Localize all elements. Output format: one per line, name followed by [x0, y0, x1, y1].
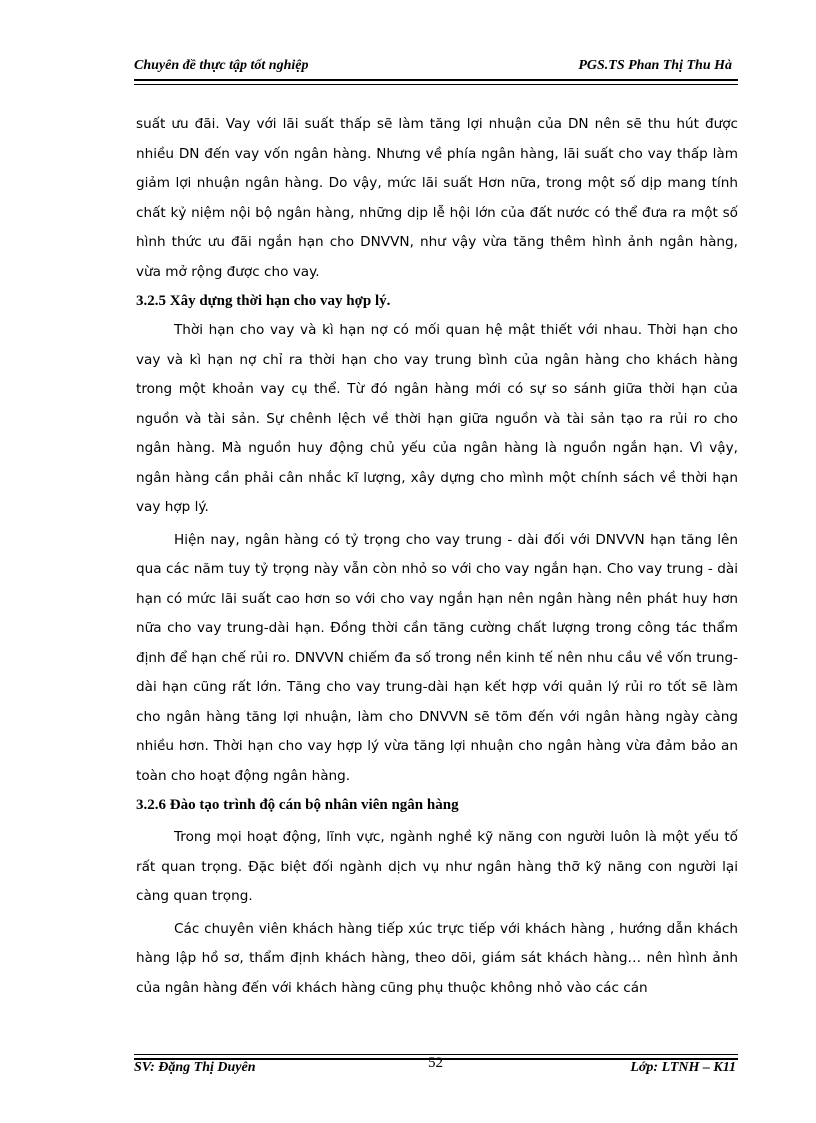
header-supervisor: PGS.TS Phan Thị Thu Hà	[578, 58, 732, 73]
paragraph-3-2-6-1: Trong mọi hoạt động, lĩnh vực, ngành nghề kỹ năng con người luôn là một yếu tố rất quan trọng. Đặc biệt đối ngành dịch vụ như ngân hàng thỡ kỹ năng con người lại càng quan trọng.	[136, 829, 738, 904]
paragraph-3-2-5-1: Thời hạn cho vay và kì hạn nợ có mối quan hệ mật thiết với nhau. Thời hạn cho vay và kì hạn nợ chỉ ra thời hạn cho vay trung bình của ngân hàng cho khách hàng trong một khoản vay cụ thể. Từ đó ngân hàng mới có sự so sánh giữa thời hạn của nguồn và tài sản. Sự chênh lệch về thời hạn giữa nguồn và tài sản tạo ra rủi ro cho ngân hàng. Mà nguồn huy động chủ yếu của ngân hàng là nguồn ngắn hạn. Vì vậy, ngân hàng cần phải cân nhắc kĩ lượng, xây dựng cho mình một chính sách về thời hạn vay hợp lý.	[136, 322, 738, 515]
section-heading-3-2-6: 3.2.6 Đào tạo trình độ cán bộ nhân viên ngân hàng	[136, 797, 459, 813]
footer-class: Lớp: LTNH – K11	[630, 1060, 736, 1075]
paragraph-3-2-6-2: Các chuyên viên khách hàng tiếp xúc trực tiếp với khách hàng , hướng dẫn khách hàng lập hồ sơ, thẩm định khách hàng, theo dõi, giám sát khách hàng… nên hình ảnh của ngân hàng đến với khách hàng cũng phụ thuộc không nhỏ vào các cán	[136, 920, 738, 996]
paragraph-intro: suất ưu đãi. Vay với lãi suất thấp sẽ làm tăng lợi nhuận của DN nên sẽ thu hút được nhiều DN đến vay vốn ngân hàng. Nhưng về phía ngân hàng, lãi suất cho vay thấp làm giảm lợi nhuận ngân hàng. Do vậy, mức lãi suất Hơn nữa, trong một số dịp mang tính chất kỷ niệm nội bộ ngân hàng, những dịp lễ hội lớn của đất nước có thể đưa ra một số hình thức ưu đãi ngắn hạn cho DNVVN, như vậy vừa tăng thêm hình ảnh ngân hàng, vừa mở rộng được cho vay.	[136, 116, 738, 280]
section-heading-3-2-5: 3.2.5 Xây dựng thời hạn cho vay hợp lý.	[136, 293, 391, 309]
header-rule-thick	[134, 79, 738, 81]
header-document-title: Chuyên đề thực tập tốt nghiệp	[134, 58, 309, 73]
footer-student-name: SV: Đặng Thị Duyên	[134, 1060, 256, 1075]
page-header	[134, 58, 738, 80]
page-number: 52	[428, 1055, 443, 1071]
header-rule-thin	[134, 84, 738, 85]
page-body	[136, 110, 738, 1003]
paragraph-3-2-5-2: Hiện nay, ngân hàng có tỷ trọng cho vay trung - dài đối với DNVVN hạn tăng lên qua các năm tuy tỷ trọng này vẫn còn nhỏ so với cho vay ngắn hạn. Cho vay trung - dài hạn có mức lãi suất cao hơn so với cho vay ngắn hạn nên ngân hàng nên phát huy hơn nữa cho vay trung-dài hạn. Đồng thời cần tăng cường chất lượng trong công tác thẩm định để hạn chế rủi ro. DNVVN chiếm đa số trong nền kinh tế nên nhu cầu về vốn trung-dài hạn cũng rất lớn. Tăng cho vay trung-dài hạn kết hợp với quản lý rủi ro tốt sẽ làm cho ngân hàng tăng lợi nhuận, làm cho DNVVN sẽ tõm đến với ngân hàng ngày càng nhiều hơn. Thời hạn cho vay hợp lý vừa tăng lợi nhuận cho ngân hàng vừa đảm bảo an toàn cho hoạt động ngân hàng.	[136, 531, 738, 784]
